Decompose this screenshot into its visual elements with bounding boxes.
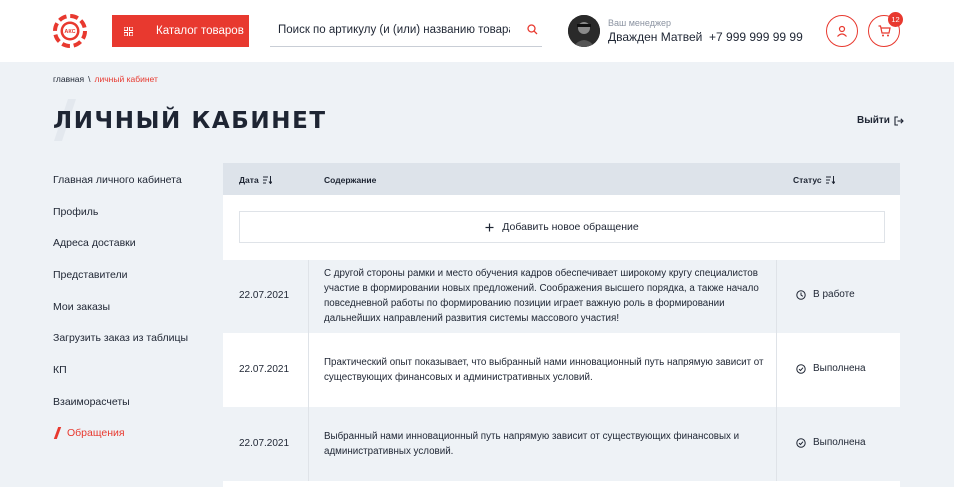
sidebar-item-settlements[interactable]: Взаиморасчеты <box>53 396 130 408</box>
column-divider <box>776 260 777 333</box>
sidebar-item-kp[interactable]: КП <box>53 364 67 376</box>
user-icon <box>836 25 848 37</box>
column-divider <box>308 407 309 481</box>
site-header <box>0 0 954 62</box>
logout-icon <box>894 116 904 126</box>
breadcrumb-separator: \ <box>88 74 91 84</box>
sidebar-item-main[interactable]: Главная личного кабинета <box>53 174 182 186</box>
status-label: Выполнена <box>813 437 866 448</box>
search-icon[interactable] <box>527 24 538 35</box>
table-row[interactable] <box>223 260 900 333</box>
plus-icon <box>485 223 494 232</box>
cart-icon <box>878 25 891 37</box>
row-date: 22.07.2021 <box>239 364 290 375</box>
sidebar-item-upload-order[interactable]: Загрузить заказ из таблицы <box>53 332 189 344</box>
row-content: Практический опыт показывает, что выбранный нами инновационный путь напрямую зависит от существующих финансовых и административных условий. <box>324 357 764 383</box>
grid-icon <box>112 15 144 47</box>
add-request-button[interactable] <box>239 211 885 243</box>
manager-avatar <box>568 15 600 47</box>
requests-table <box>223 163 900 487</box>
sort-icon <box>826 176 835 184</box>
check-circle-icon <box>796 438 806 448</box>
sidebar-item-label: Обращения <box>67 427 125 439</box>
sort-status-header[interactable] <box>793 175 835 185</box>
sidebar-item-representatives[interactable]: Представители <box>53 269 128 281</box>
column-divider <box>308 260 309 333</box>
page-title: ЛИЧНЫЙ КАБИНЕТ <box>53 108 327 134</box>
logo[interactable] <box>53 14 87 48</box>
breadcrumb-current: личный кабинет <box>94 74 158 84</box>
table-header <box>223 163 900 195</box>
add-request-label: Добавить новое обращение <box>502 221 639 233</box>
search-box <box>270 15 542 47</box>
row-date: 22.07.2021 <box>239 290 290 301</box>
cart-count-badge: 12 <box>888 12 903 27</box>
row-status <box>796 289 855 300</box>
table-row[interactable] <box>223 333 900 407</box>
profile-button[interactable] <box>826 15 858 47</box>
logout-button[interactable] <box>857 115 904 126</box>
manager-label: Ваш менеджер <box>608 18 671 28</box>
manager-phone[interactable]: +7 999 999 99 99 <box>709 30 803 44</box>
active-marker <box>54 427 61 439</box>
logout-label: Выйти <box>857 115 890 126</box>
logo-text: АКС <box>64 29 76 36</box>
sidebar-item-requests[interactable] <box>53 427 125 439</box>
sidebar-item-addresses[interactable]: Адреса доставки <box>53 237 136 249</box>
breadcrumb-home[interactable]: главная <box>53 74 85 84</box>
status-label: В работе <box>813 289 855 300</box>
breadcrumb <box>53 74 158 84</box>
row-status <box>796 363 866 374</box>
sort-icon <box>263 176 272 184</box>
sidebar-item-orders[interactable]: Мои заказы <box>53 301 111 313</box>
header-date: Дата <box>239 175 259 185</box>
manager-name: Дважден Матвей <box>608 30 703 44</box>
row-content: Выбранный нами инновационный путь напрямую зависит от существующих финансовых и административных условий. <box>324 431 740 457</box>
header-status: Статус <box>793 175 822 185</box>
row-content: С другой стороны рамки и место обучения кадров обеспечивает широкому кругу специалистов участие в формировании новых предложений. Соображения высшего порядка, а также начало повседневной работы по формированию позиции играет важную роль в формировании дальнейших направлений развития системы массового участия! <box>324 268 759 324</box>
row-date: 22.07.2021 <box>239 438 290 449</box>
column-divider <box>308 333 309 407</box>
header-content: Содержание <box>324 175 377 185</box>
clock-icon <box>796 290 806 300</box>
row-status <box>796 437 866 448</box>
status-label: Выполнена <box>813 363 866 374</box>
catalog-button[interactable] <box>112 15 249 47</box>
check-circle-icon <box>796 364 806 374</box>
catalog-label: Каталог товаров <box>156 25 244 37</box>
column-divider <box>776 333 777 407</box>
column-divider <box>776 407 777 481</box>
sort-date-header[interactable] <box>239 175 272 185</box>
search-input[interactable] <box>270 15 510 45</box>
table-row[interactable] <box>223 407 900 481</box>
sidebar-item-profile[interactable]: Профиль <box>53 206 99 218</box>
